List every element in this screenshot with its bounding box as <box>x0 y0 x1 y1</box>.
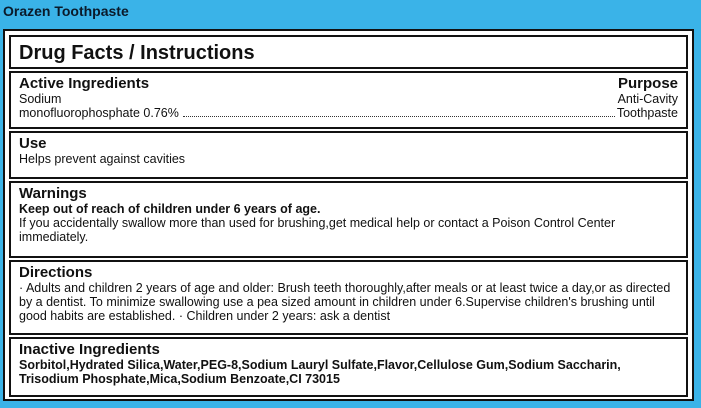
inactive-ingredients-box <box>9 337 688 397</box>
ingredient-line1: Sodium <box>19 92 62 106</box>
use-heading: Use <box>19 135 47 152</box>
purpose-line1: Anti-Cavity <box>617 92 678 106</box>
use-box <box>9 131 688 179</box>
title-box <box>9 35 688 69</box>
warnings-text: If you accidentally swallow more than used for brushing,get medical help or contact a Poison Control Center immediately. <box>19 216 616 244</box>
brand-name: Orazen Toothpaste <box>3 3 129 19</box>
inactive-ingredients-heading: Inactive Ingredients <box>19 341 160 358</box>
directions-text: · Adults and children 2 years of age and older: Brush teeth thoroughly,after meals or at least twice a day,or as directed by a dentist. To minimize swallowing use a pea sized amount in children under 6.Supervise children's brushing until good habits are established. · Children under 2 years: ask a dentist <box>19 281 671 323</box>
page-title: Drug Facts / Instructions <box>19 42 255 64</box>
active-ingredients-heading: Active Ingredients <box>19 75 150 92</box>
warnings-box <box>9 181 688 258</box>
warnings-bold-text: Keep out of reach of children under 6 years of age. <box>19 202 321 216</box>
active-ingredients-box <box>9 71 688 129</box>
directions-box <box>9 260 688 335</box>
purpose-line2: Toothpaste <box>616 106 678 120</box>
use-text: Helps prevent against cavities <box>19 152 186 166</box>
purpose-heading: Purpose <box>617 75 678 92</box>
directions-heading: Directions <box>19 264 93 281</box>
dot-leader <box>183 116 615 117</box>
ingredient-line2: monofluorophosphate 0.76% <box>19 106 179 120</box>
inactive-ingredients-text: Sorbitol,Hydrated Silica,Water,PEG-8,Sodium Lauryl Sulfate,Flavor,Cellulose Gum,Sodium Saccharin, Trisodium Phosphate,Mica,Sodium Benzoate,CI 73015 <box>19 358 621 386</box>
warnings-heading: Warnings <box>19 185 87 202</box>
drug-facts-panel <box>3 29 694 401</box>
